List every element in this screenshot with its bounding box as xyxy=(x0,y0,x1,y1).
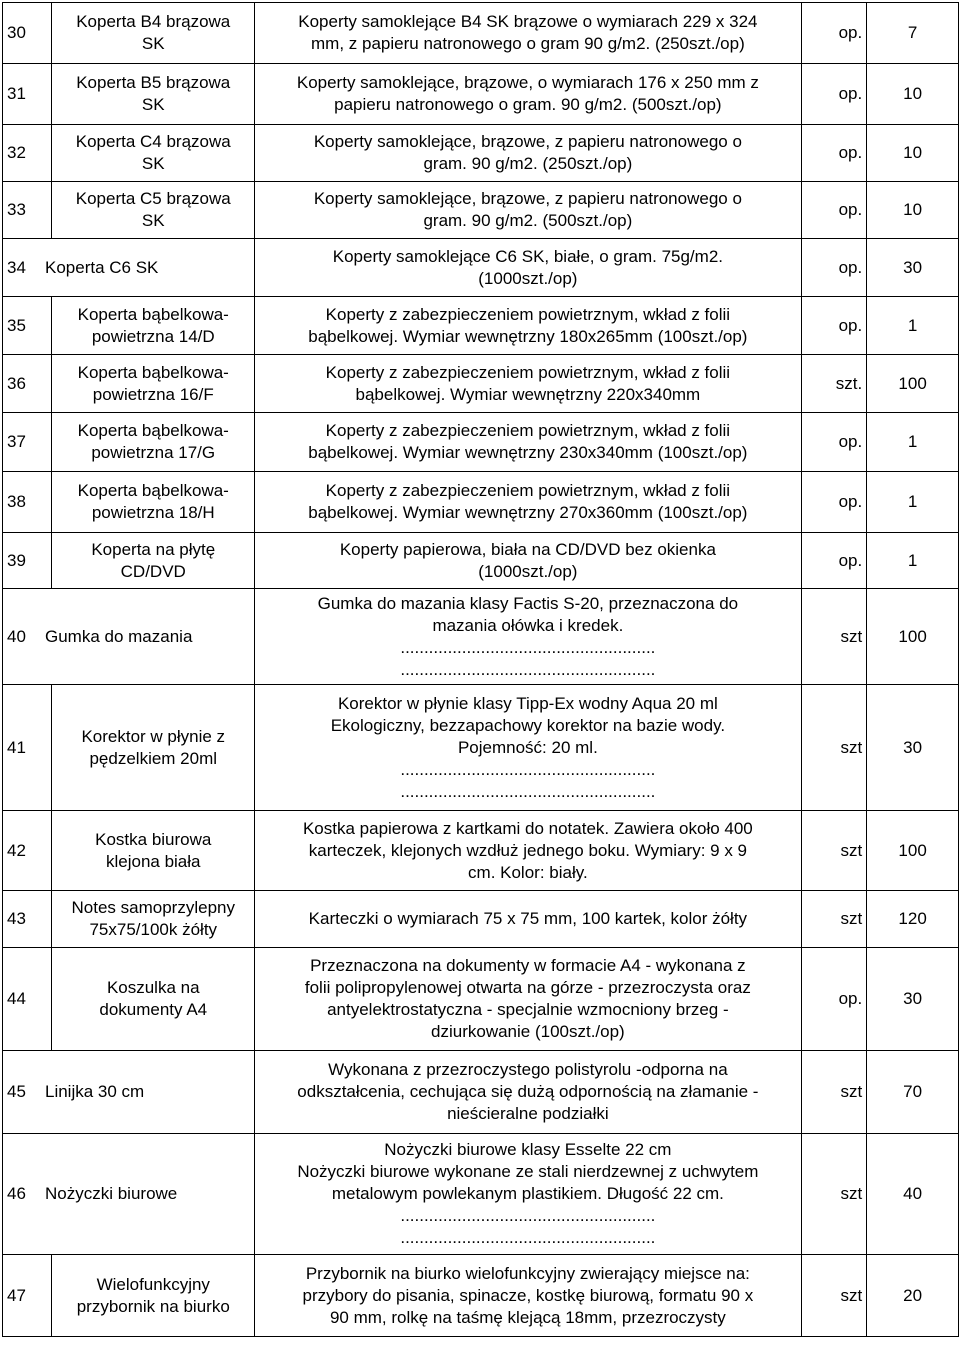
table-row xyxy=(3,1255,959,1337)
item-number-and-name-cell xyxy=(3,1051,255,1134)
item-unit: szt xyxy=(801,589,867,685)
item-unit: op. xyxy=(801,125,867,182)
item-quantity: 70 xyxy=(867,1051,959,1134)
item-unit: op. xyxy=(801,533,867,589)
item-quantity: 7 xyxy=(867,3,959,64)
table-row xyxy=(3,413,959,472)
item-name: Koszulka na dokumenty A4 xyxy=(52,948,255,1051)
table-row xyxy=(3,948,959,1051)
table-row xyxy=(3,125,959,182)
item-number: 47 xyxy=(3,1255,52,1337)
item-number: 34 xyxy=(7,257,26,277)
item-name: Kostka biurowa klejona biała xyxy=(52,811,255,891)
table-row xyxy=(3,1134,959,1255)
item-description: Kostka papierowa z kartkami do notatek. Zawiera około 400 karteczek, klejonych wzdłuż jednego boku. Wymiary: 9 x 9 cm. Kolor: biały. xyxy=(255,811,802,891)
item-quantity: 120 xyxy=(867,891,959,948)
item-description: Koperty z zabezpieczeniem powietrznym, wkład z folii bąbelkowej. Wymiar wewnętrzny 270x360mm (100szt./op) xyxy=(255,472,802,533)
item-quantity: 1 xyxy=(867,297,959,355)
table-row xyxy=(3,239,959,297)
item-name: Koperta C6 SK xyxy=(45,257,159,277)
table-row xyxy=(3,64,959,125)
item-name: Gumka do mazania xyxy=(45,626,193,646)
item-description: Koperty samoklejące, brązowe, o wymiarach 176 x 250 mm z papieru natronowego o gram. 90 g/m2. (500szt./op) xyxy=(255,64,802,125)
item-quantity: 10 xyxy=(867,125,959,182)
item-description: Przeznaczona na dokumenty w formacie A4 - wykonana z folii polipropylenowej otwarta na górze - przezroczysta oraz antyelektrostatyczna - specjalnie wzmocniony brzeg - dziurkowanie (100szt./op) xyxy=(255,948,802,1051)
item-description: Przybornik na biurko wielofunkcyjny zwierający miejsce na: przybory do pisania, spinacze, kostkę biurową, formatu 90 x 90 mm, rolkę na taśmę klejącą 18mm, przezroczysty xyxy=(255,1255,802,1337)
item-description: Koperty papierowa, biała na CD/DVD bez okienka (1000szt./op) xyxy=(255,533,802,589)
item-number: 31 xyxy=(3,64,52,125)
item-quantity: 100 xyxy=(867,589,959,685)
item-unit: op. xyxy=(801,297,867,355)
item-description: Koperty samoklejące C6 SK, białe, o gram. 75g/m2. (1000szt./op) xyxy=(255,239,802,297)
item-name: Wielofunkcyjny przybornik na biurko xyxy=(52,1255,255,1337)
item-number-and-name-cell xyxy=(3,589,255,685)
item-unit: op. xyxy=(801,182,867,239)
table-row xyxy=(3,811,959,891)
item-name: Koperta B4 brązowa SK xyxy=(52,3,255,64)
item-number-and-name-cell xyxy=(3,239,255,297)
item-quantity: 20 xyxy=(867,1255,959,1337)
item-number: 44 xyxy=(3,948,52,1051)
item-number: 38 xyxy=(3,472,52,533)
table-row xyxy=(3,533,959,589)
item-description: Korektor w płynie klasy Tipp-Ex wodny Aqua 20 ml Ekologiczny, bezzapachowy korektor na bazie wody. Pojemność: 20 ml. ...................................................... ...................................................... xyxy=(255,685,802,811)
item-quantity: 30 xyxy=(867,685,959,811)
item-unit: op. xyxy=(801,472,867,533)
table-row xyxy=(3,589,959,685)
item-quantity: 100 xyxy=(867,811,959,891)
item-name: Koperta na płytę CD/DVD xyxy=(52,533,255,589)
item-quantity: 40 xyxy=(867,1134,959,1255)
item-unit: szt xyxy=(801,1255,867,1337)
item-description: Koperty samoklejące, brązowe, z papieru natronowego o gram. 90 g/m2. (250szt./op) xyxy=(255,125,802,182)
item-name: Koperta bąbelkowa- powietrzna 18/H xyxy=(52,472,255,533)
item-number: 39 xyxy=(3,533,52,589)
item-name: Koperta bąbelkowa- powietrzna 16/F xyxy=(52,355,255,413)
item-description: Koperty z zabezpieczeniem powietrznym, wkład z folii bąbelkowej. Wymiar wewnętrzny 220x340mm xyxy=(255,355,802,413)
item-number: 42 xyxy=(3,811,52,891)
table-row xyxy=(3,685,959,811)
table-row xyxy=(3,182,959,239)
item-unit: szt xyxy=(801,1051,867,1134)
item-quantity: 1 xyxy=(867,413,959,472)
item-number-and-name-cell xyxy=(3,1134,255,1255)
item-unit: op. xyxy=(801,948,867,1051)
item-number: 30 xyxy=(3,3,52,64)
item-unit: op. xyxy=(801,64,867,125)
item-name: Nożyczki biurowe xyxy=(45,1184,178,1203)
table-row xyxy=(3,297,959,355)
item-unit: szt xyxy=(801,891,867,948)
item-quantity: 10 xyxy=(867,182,959,239)
item-description: Gumka do mazania klasy Factis S-20, przeznaczona do mazania ołówka i kredek. ...................................................... ...................................................... xyxy=(255,589,802,685)
item-unit: szt xyxy=(801,811,867,891)
item-name: Koperta C4 brązowa SK xyxy=(52,125,255,182)
item-name: Koperta bąbelkowa- powietrzna 17/G xyxy=(52,413,255,472)
item-description: Koperty samoklejące, brązowe, z papieru natronowego o gram. 90 g/m2. (500szt./op) xyxy=(255,182,802,239)
item-unit: op. xyxy=(801,413,867,472)
item-description: Koperty z zabezpieczeniem powietrznym, wkład z folii bąbelkowej. Wymiar wewnętrzny 180x265mm (100szt./op) xyxy=(255,297,802,355)
item-unit: op. xyxy=(801,3,867,64)
item-description: Karteczki o wymiarach 75 x 75 mm, 100 kartek, kolor żółty xyxy=(255,891,802,948)
item-number: 45 xyxy=(7,1082,26,1101)
item-number: 32 xyxy=(3,125,52,182)
item-number: 36 xyxy=(3,355,52,413)
item-description: Koperty samoklejące B4 SK brązowe o wymiarach 229 x 324 mm, z papieru natronowego o gram 90 g/m2. (250szt./op) xyxy=(255,3,802,64)
item-name: Koperta B5 brązowa SK xyxy=(52,64,255,125)
item-name: Koperta C5 brązowa SK xyxy=(52,182,255,239)
table-row xyxy=(3,1051,959,1134)
table-row xyxy=(3,472,959,533)
item-number: 43 xyxy=(3,891,52,948)
item-name: Korektor w płynie z pędzelkiem 20ml xyxy=(52,685,255,811)
item-number: 40 xyxy=(7,626,26,646)
item-unit: szt xyxy=(801,1134,867,1255)
item-number: 35 xyxy=(3,297,52,355)
order-table xyxy=(2,2,959,1337)
order-table-body xyxy=(3,3,959,1337)
item-name: Notes samoprzylepny 75x75/100k żółty xyxy=(52,891,255,948)
table-row xyxy=(3,355,959,413)
item-unit: op. xyxy=(801,239,867,297)
item-number: 46 xyxy=(7,1184,26,1203)
table-row xyxy=(3,891,959,948)
item-number: 33 xyxy=(3,182,52,239)
item-name: Linijka 30 cm xyxy=(45,1082,145,1101)
item-description: Wykonana z przezroczystego polistyrolu -odporna na odkształcenia, cechująca się dużą odpornością na złamanie - nieścieralne podziałki xyxy=(255,1051,802,1134)
item-number: 37 xyxy=(3,413,52,472)
item-quantity: 100 xyxy=(867,355,959,413)
item-quantity: 1 xyxy=(867,472,959,533)
item-number: 41 xyxy=(3,685,52,811)
item-description: Koperty z zabezpieczeniem powietrznym, wkład z folii bąbelkowej. Wymiar wewnętrzny 230x340mm (100szt./op) xyxy=(255,413,802,472)
item-description: Nożyczki biurowe klasy Esselte 22 cm Nożyczki biurowe wykonane ze stali nierdzewnej z uchwytem metalowym powlekanym plastikiem. Długość 22 cm. ...................................................... ...................................................... xyxy=(255,1134,802,1255)
item-quantity: 10 xyxy=(867,64,959,125)
item-quantity: 30 xyxy=(867,239,959,297)
item-quantity: 1 xyxy=(867,533,959,589)
item-quantity: 30 xyxy=(867,948,959,1051)
item-name: Koperta bąbelkowa- powietrzna 14/D xyxy=(52,297,255,355)
item-unit: szt. xyxy=(801,355,867,413)
item-unit: szt xyxy=(801,685,867,811)
table-row xyxy=(3,3,959,64)
